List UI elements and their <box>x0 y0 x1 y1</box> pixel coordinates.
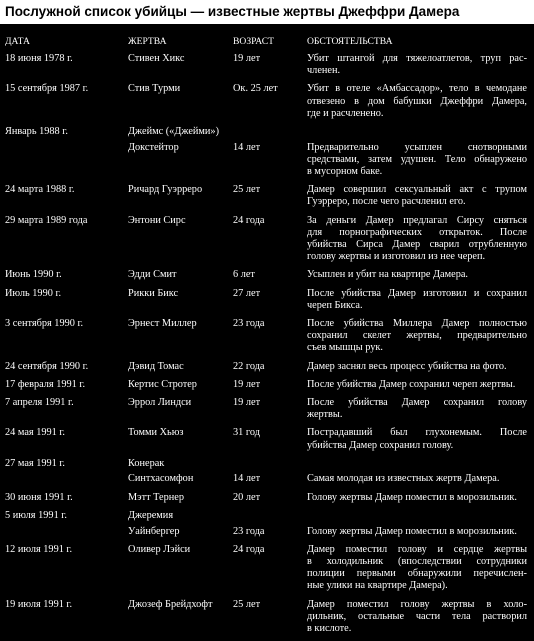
row-age: 14 лет <box>233 473 261 485</box>
row-victim: Джеремия <box>128 509 174 521</box>
row-date: 24 марта 1988 г. <box>5 184 75 196</box>
row-date: 15 сентября 1987 г. <box>5 83 89 95</box>
circumstance-line: дильник, остальные части тела растворил <box>307 610 527 622</box>
row-circumstances <box>307 361 527 373</box>
row-circumstances <box>307 379 527 391</box>
circumstance-line: съев мышцы рук. <box>307 342 384 354</box>
row-date: 19 июля 1991 г. <box>5 598 73 610</box>
row-date: Январь 1988 г. <box>5 125 68 137</box>
row-age: 25 лет <box>233 598 261 610</box>
row-age: Ок. 25 лет <box>233 83 278 95</box>
circumstance-line: в мусорном баке. <box>307 166 383 178</box>
row-circumstances <box>307 544 527 593</box>
circumstance-line: Дамер заснял весь процесс убийства на фото. <box>307 360 507 372</box>
table-row <box>0 318 534 361</box>
table-row <box>0 379 534 397</box>
row-circumstances <box>307 427 527 451</box>
row-age: 19 лет <box>233 397 261 408</box>
page-title: Послужной список убийцы — известные жертвы Джеффри Дамера <box>0 0 534 24</box>
circumstance-line: отвезено в дом бабушки Джеффри Дамера, <box>307 95 527 107</box>
table-row <box>0 427 534 457</box>
row-date: 12 июля 1991 г. <box>5 543 73 555</box>
table-row <box>0 269 534 287</box>
circumstance-line: полиции первыми обнаружили перечислен- <box>307 568 527 580</box>
table-row <box>0 397 534 427</box>
circumstance-line: убийства Дамер сохранил голову. <box>307 439 454 451</box>
circumstance-line: Убит штангой для тяжелоатлетов, труп рас- <box>307 53 527 64</box>
row-age: 20 лет <box>233 491 261 503</box>
row-date: 29 марта 1989 года <box>5 214 88 226</box>
row-victim: Рикки Бикс <box>128 287 179 299</box>
row-age: 14 лет <box>233 141 261 153</box>
circumstance-line: средствами, затем удушен. Тело обнаружено <box>307 153 527 165</box>
circumstance-line: Голову жертвы Дамер поместил в морозильник. <box>307 491 517 503</box>
row-date: 24 сентября 1990 г. <box>5 360 89 372</box>
row-circumstances <box>307 318 527 355</box>
circumstance-line: череп Бикса. <box>307 299 363 311</box>
row-victim: Энтони Сирс <box>128 214 186 226</box>
row-victim: Эдди Смит <box>128 269 177 281</box>
table-row <box>0 458 534 474</box>
row-age: 24 года <box>233 543 265 555</box>
row-victim: Ричард Гуэрреро <box>128 184 203 196</box>
row-date: Июль 1990 г. <box>5 287 62 299</box>
circumstance-line: Гуэрреро, после чего расчленил его. <box>307 196 466 208</box>
circumstance-line: жертвы. <box>307 409 343 421</box>
circumstance-line: После убийства Миллера Дамер полностью <box>307 318 527 330</box>
circumstance-line: Предварительно усыплен снотворными <box>307 141 527 153</box>
row-victim: Джеймс («Джейми») <box>128 125 220 137</box>
circumstance-line: Дамер поместил голову жертвы в холо- <box>307 598 527 610</box>
row-circumstances <box>307 83 527 120</box>
table-row <box>0 492 534 510</box>
circumstance-line: в кислоте. <box>307 622 352 634</box>
row-circumstances <box>307 215 527 264</box>
row-circumstances <box>307 492 527 504</box>
row-circumstances <box>307 473 527 485</box>
table-row <box>0 599 534 641</box>
row-circumstances <box>307 526 527 538</box>
row-victim: Кертис Стротер <box>128 378 197 390</box>
table-body <box>0 53 534 641</box>
row-victim: Томми Хьюз <box>128 427 184 439</box>
row-date: 17 февраля 1991 г. <box>5 378 86 390</box>
circumstance-line: убийства Сирса Дамер сварил отрубленную <box>307 239 527 251</box>
table-row <box>0 544 534 599</box>
table-row <box>0 126 534 142</box>
row-victim: Оливер Лэйси <box>128 543 191 555</box>
header-circumstances: ОБСТОЯТЕЛЬСТВА <box>307 36 393 47</box>
header-victim: ЖЕРТВА <box>128 36 167 47</box>
circumstance-line: членен. <box>307 65 341 77</box>
row-victim: Стив Турми <box>128 83 181 95</box>
table-row <box>0 288 534 318</box>
row-age: 22 года <box>233 360 265 372</box>
row-age: 27 лет <box>233 287 261 299</box>
row-date: 5 июля 1991 г. <box>5 509 67 521</box>
circumstance-line: ные улики на квартире Дамера). <box>307 580 448 592</box>
row-date: 7 апреля 1991 г. <box>5 397 74 408</box>
table-row <box>0 473 534 491</box>
circumstance-line: Дамер поместил голову и сердце жертвы <box>307 543 527 555</box>
row-date: 24 мая 1991 г. <box>5 427 66 439</box>
row-date: 27 мая 1991 г. <box>5 457 66 469</box>
circumstance-line: Самая молодая из известных жертв Дамера. <box>307 473 500 485</box>
row-victim: Синтхасомфон <box>128 473 194 485</box>
circumstance-line: Убит в отеле «Амбассадор», тело в чемодане <box>307 83 527 95</box>
row-age: 19 лет <box>233 53 261 64</box>
row-age: 24 года <box>233 214 265 226</box>
table-row <box>0 510 534 526</box>
victims-table <box>0 36 534 641</box>
circumstance-line: где и расчленено. <box>307 107 384 119</box>
row-circumstances <box>307 142 527 179</box>
circumstance-line: За деньги Дамер предлагал Сирсу сняться <box>307 214 527 226</box>
row-circumstances <box>307 184 527 208</box>
table-row <box>0 142 534 185</box>
row-date: 3 сентября 1990 г. <box>5 318 84 330</box>
circumstance-line: Дамер совершил сексуальный акт с трупом <box>307 184 527 196</box>
table-row <box>0 53 534 83</box>
row-victim: Уайнбергер <box>128 525 180 537</box>
circumstance-line: для порнографических открыток. После <box>307 226 527 238</box>
circumstance-line: Пострадавший был глухонемым. После <box>307 427 527 439</box>
table-row <box>0 361 534 379</box>
table-row <box>0 526 534 544</box>
row-circumstances <box>307 288 527 312</box>
row-victim: Эрнест Миллер <box>128 318 197 330</box>
row-age: 31 год <box>233 427 260 439</box>
row-age: 25 лет <box>233 184 261 196</box>
table-row <box>0 83 534 126</box>
circumstance-line: голову жертвы и изготовил из нее череп. <box>307 251 486 263</box>
row-date: 18 июня 1978 г. <box>5 53 73 64</box>
row-age: 23 года <box>233 318 265 330</box>
circumstance-line: Усыплен и убит на квартире Дамера. <box>307 269 469 281</box>
row-circumstances <box>307 269 527 281</box>
row-victim: Конерак <box>128 457 165 469</box>
circumstance-line: Голову жертвы Дамер поместил в морозильник. <box>307 525 517 537</box>
circumstance-line: в холодильник (впоследствии сотрудники <box>307 555 527 567</box>
circumstance-line: После убийства Дамер сохранил череп жертвы. <box>307 378 516 390</box>
row-circumstances <box>307 397 527 421</box>
table-header-row <box>0 36 534 53</box>
circumstance-line: После убийства Дамер изготовил и сохранил <box>307 287 527 299</box>
row-victim: Джозеф Брейдхофт <box>128 598 213 610</box>
row-victim: Мэтт Тернер <box>128 491 184 503</box>
row-date: Июнь 1990 г. <box>5 269 62 281</box>
header-date: ДАТА <box>5 36 30 47</box>
row-age: 19 лет <box>233 378 261 390</box>
circumstance-line: сохранил скелет жертвы, предварительно <box>307 330 527 342</box>
row-victim: Докстейтор <box>128 141 179 153</box>
row-age: 23 года <box>233 525 265 537</box>
row-victim: Стивен Хикс <box>128 53 185 64</box>
row-victim: Дэвид Томас <box>128 360 184 372</box>
table-row <box>0 215 534 270</box>
row-circumstances <box>307 599 527 636</box>
circumstance-line: После убийства Дамер сохранил голову <box>307 397 527 408</box>
row-age: 6 лет <box>233 269 255 281</box>
row-victim: Эррол Линдси <box>128 397 192 408</box>
header-age: ВОЗРАСТ <box>233 36 274 47</box>
table-row <box>0 184 534 214</box>
row-date: 30 июня 1991 г. <box>5 491 73 503</box>
row-circumstances <box>307 53 527 77</box>
